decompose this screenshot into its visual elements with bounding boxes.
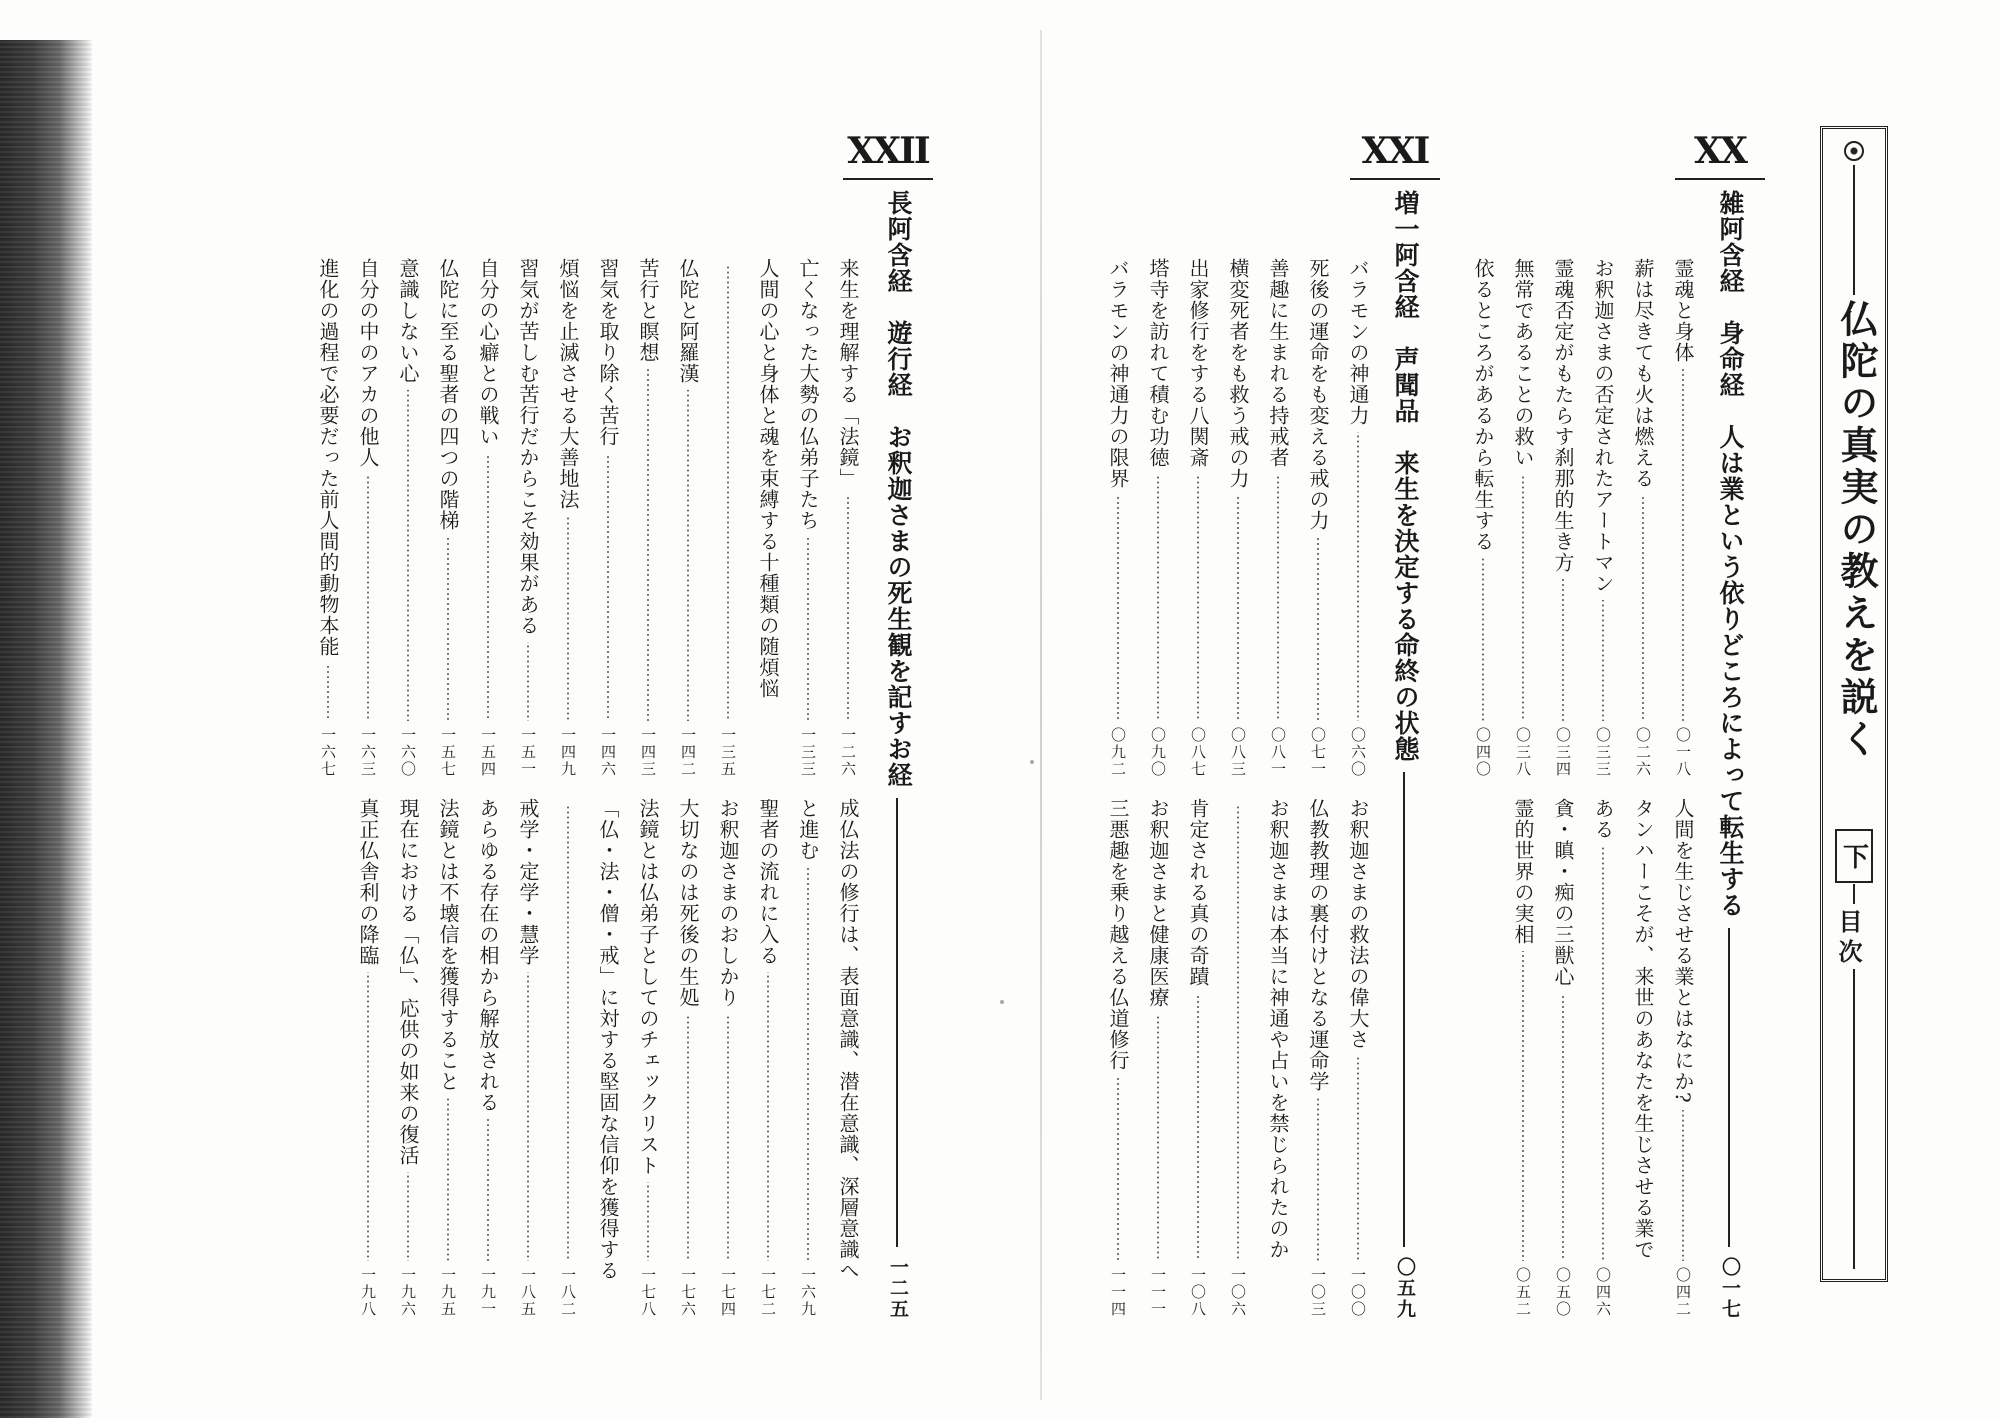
entry-title: 薪は尽きても火は燃える [1631, 258, 1655, 489]
entry-title: 人間を生じさせる業とはなにか? [1671, 798, 1695, 1104]
leader-dots [1470, 558, 1496, 721]
page-number: 〇三三 [1594, 727, 1612, 778]
entry-title: 習気が苦しむ苦行だからこそ効果がある [516, 258, 540, 636]
entry-title: お釈迦さまは本当に神通や占いを禁じられたのか [1266, 798, 1290, 1260]
page-number: 一五一 [519, 727, 537, 778]
toc-entry[interactable] [1225, 798, 1251, 1318]
entry-title: 霊的世界の実相 [1511, 798, 1535, 945]
page-number: 一四九 [559, 727, 577, 778]
toc-entry[interactable] [1345, 798, 1371, 1318]
toc-entry[interactable] [1590, 258, 1616, 778]
toc-entry[interactable] [715, 258, 741, 778]
toc-entry[interactable] [795, 798, 821, 1318]
toc-entry[interactable] [675, 798, 701, 1318]
page-number: 一二六 [839, 727, 857, 778]
entry-title: 出家修行をする八関斎 [1186, 258, 1210, 468]
page-number: 一〇三 [1309, 1267, 1327, 1318]
entry-title: ある [1591, 798, 1615, 840]
page-number: 〇八一 [1269, 727, 1287, 778]
page-number: 一六九 [799, 1267, 817, 1318]
entry-title: 無常であることの救い [1511, 258, 1535, 468]
toc-entry[interactable] [515, 798, 541, 1318]
toc-entry[interactable] [1185, 258, 1211, 778]
scanner-shadow [0, 40, 92, 1418]
entry-title: 大切なのは死後の生処 [676, 798, 700, 1008]
leader-dots [835, 495, 861, 721]
leader-dots [355, 972, 381, 1261]
toc-entry[interactable] [1185, 798, 1211, 1318]
entry-title: 習気を取り除く苦行 [596, 258, 620, 447]
section-heading[interactable] [1389, 190, 1421, 1320]
leader-line [882, 798, 914, 1247]
toc-entry[interactable] [315, 258, 341, 778]
leader-dots [1265, 474, 1291, 721]
leader-dots [1145, 1014, 1171, 1261]
leader-dots [435, 537, 461, 721]
page-number: 一四六 [599, 727, 617, 778]
entry-title: 死後の運命をも変える戒の力 [1306, 258, 1330, 531]
leader-dots [1305, 1098, 1331, 1261]
toc-entry[interactable] [1470, 258, 1496, 778]
bullet-circle-icon [1844, 141, 1864, 161]
entry-title: 意識しない心 [396, 258, 420, 384]
leader-dots [1590, 846, 1616, 1261]
leader-dots [1105, 495, 1131, 721]
entry-title: 法鏡とは不壊信を獲得すること [436, 798, 460, 1092]
page-number: 一八五 [519, 1267, 537, 1318]
book-spine [1040, 30, 1042, 1400]
leader-dots [1225, 804, 1251, 1261]
entry-title: 善趣に生まれる持戒者 [1266, 258, 1290, 468]
page-number: 一九一 [479, 1267, 497, 1318]
toc-entry[interactable] [795, 258, 821, 778]
page-number: 〇九〇 [1149, 727, 1167, 778]
entry-title: バラモンの神通力の限界 [1106, 258, 1130, 489]
entry-title: お釈迦さまの救法の偉大さ [1346, 798, 1370, 1050]
leader-dots [1510, 474, 1536, 721]
entry-title: お釈迦さまの否定されたアートマン [1591, 258, 1615, 594]
leader-dots [1305, 537, 1331, 721]
leader-dots [1345, 1056, 1371, 1261]
toc-entry[interactable] [1510, 798, 1536, 1318]
page-number: 〇三四 [1554, 727, 1572, 778]
leader-dots [755, 972, 781, 1261]
toc-entry[interactable] [1145, 798, 1171, 1318]
page-number: 〇九二 [1109, 727, 1127, 778]
toc-entry[interactable] [595, 798, 621, 1318]
entry-title: お釈迦さまと健康医療 [1146, 798, 1170, 1008]
toc-entry[interactable] [1265, 798, 1291, 1318]
toc-entry[interactable] [1630, 258, 1656, 778]
page-number: 一七二 [759, 1267, 777, 1318]
toc-entry[interactable] [555, 798, 581, 1318]
toc-entry[interactable] [835, 258, 861, 778]
toc-entry[interactable] [395, 258, 421, 778]
toc-entry[interactable] [1670, 258, 1696, 778]
leader-dots [515, 972, 541, 1261]
page-number: 一〇六 [1229, 1267, 1247, 1318]
toc-entry[interactable] [1305, 258, 1331, 778]
entry-title: 肯定される真の奇蹟 [1186, 798, 1210, 987]
entry-title: 依るところがあるから転生する [1471, 258, 1495, 552]
page-number: 一四三 [639, 727, 657, 778]
page-number: 〇一八 [1674, 727, 1692, 778]
leader-dots [315, 663, 341, 721]
entry-title: 進化の過程で必要だった前人間的動物本能 [316, 258, 340, 657]
page-number: 一二五 [887, 1257, 909, 1320]
entry-title: 法鏡とは仏弟子としてのチェックリスト [636, 798, 660, 1176]
toc-entry[interactable] [355, 258, 381, 778]
page-number: 一七六 [679, 1267, 697, 1318]
page-number: 一一四 [1109, 1267, 1127, 1318]
entry-title: 成仏法の修行は、表面意識、潜在意識、深層意識へ [836, 798, 860, 1281]
page-number: 〇一七 [1719, 1257, 1741, 1320]
toc-entry[interactable] [1225, 258, 1251, 778]
toc-entry[interactable] [1590, 798, 1616, 1318]
volume-label: 下 [1835, 829, 1873, 883]
page-number: 〇二六 [1634, 727, 1652, 778]
leader-dots [435, 1098, 461, 1261]
section-heading[interactable] [1714, 190, 1746, 1320]
toc-entry[interactable] [635, 258, 661, 778]
entry-title: と進む [796, 798, 820, 861]
title-rule [1853, 969, 1855, 1269]
chapter-numeral: XXII [843, 130, 933, 172]
entry-title: 亡くなった大勢の仏弟子たち [796, 258, 820, 531]
leader-dots [555, 516, 581, 721]
toc-entry[interactable] [555, 258, 581, 778]
page-number: 一三五 [719, 727, 737, 778]
page-number: 〇七一 [1309, 727, 1327, 778]
title-rule [1853, 165, 1855, 295]
entry-title: 自分の心癖との戦い [476, 258, 500, 447]
page-number: 〇四二 [1674, 1267, 1692, 1318]
leader-dots [555, 804, 581, 1261]
toc-entry[interactable] [1550, 258, 1576, 778]
leader-dots [595, 453, 621, 721]
leader-dots [635, 369, 661, 721]
entry-title: 来生を理解する「法鏡」 [836, 258, 860, 489]
leader-dots [715, 264, 741, 721]
entry-title: 人間の心と身体と魂を束縛する十種類の随煩悩 [756, 258, 780, 699]
entry-title: 仏教教理の裏付けとなる運命学 [1306, 798, 1330, 1092]
leader-line [1714, 928, 1746, 1247]
leader-dots [1590, 600, 1616, 721]
section-heading[interactable] [882, 190, 914, 1320]
toc-entry[interactable] [1630, 798, 1656, 1318]
title-rule [1853, 884, 1855, 904]
page-number: 〇四六 [1594, 1267, 1612, 1318]
page-number: 〇八七 [1189, 727, 1207, 778]
leader-dots [635, 1182, 661, 1261]
page-number: 一七四 [719, 1267, 737, 1318]
leader-dots [1550, 993, 1576, 1261]
page-number: 一七八 [639, 1267, 657, 1318]
section-heading-title: 増一阿含経 声聞品 来生を決定する命終の状態 [1391, 190, 1420, 762]
entry-title: 現在における「仏」、応供の如来の復活 [396, 798, 420, 1166]
chapter-numeral: XXI [1350, 130, 1440, 172]
page-number: 一六三 [359, 727, 377, 778]
entry-title: バラモンの神通力 [1346, 258, 1370, 426]
leader-dots [1630, 495, 1656, 721]
entry-title: 真正仏舎利の降臨 [356, 798, 380, 966]
entry-title: 煩悩を止滅させる大善地法 [556, 258, 580, 510]
leader-dots [475, 1119, 501, 1261]
page-number: 一五四 [479, 727, 497, 778]
leader-line [1389, 772, 1421, 1247]
leader-dots [675, 1014, 701, 1261]
toc-entry[interactable] [1105, 798, 1131, 1318]
page-number: 一〇八 [1189, 1267, 1207, 1318]
entry-title: 三悪趣を乗り越える仏道修行 [1106, 798, 1130, 1071]
page-number: 一八二 [559, 1267, 577, 1318]
toc-entry[interactable] [755, 258, 781, 778]
page-number: 〇六〇 [1349, 727, 1367, 778]
toc-entry[interactable] [1305, 798, 1331, 1318]
page-number: 一九六 [399, 1267, 417, 1318]
toc-entry[interactable] [435, 798, 461, 1318]
page-number: 〇五〇 [1554, 1267, 1572, 1318]
page-number: 一〇〇 [1349, 1267, 1367, 1318]
toc-entry[interactable] [635, 798, 661, 1318]
entry-title: 霊魂否定がもたらす刹那的生き方 [1551, 258, 1575, 573]
section-heading-title: 雑阿含経 身命経 人は業という依りどころによって転生する [1716, 190, 1745, 918]
entry-title: お釈迦さまのおしかり [716, 798, 740, 1008]
page-number: 一三三 [799, 727, 817, 778]
leader-dots [515, 642, 541, 721]
toc-entry[interactable] [1265, 258, 1291, 778]
entry-title: 横変死者をも救う戒の力 [1226, 258, 1250, 489]
leader-dots [1550, 579, 1576, 721]
leader-dots [395, 390, 421, 721]
toc-entry[interactable] [1670, 798, 1696, 1318]
toc-entry[interactable] [595, 258, 621, 778]
leader-dots [475, 453, 501, 721]
toc-entry[interactable] [515, 258, 541, 778]
book-title: 仏陀の真実の教えを説く [1834, 299, 1879, 761]
entry-title: 貪・瞋・痴の三獣心 [1551, 798, 1575, 987]
leader-dots [355, 474, 381, 721]
entry-title: あらゆる存在の相から解放される [476, 798, 500, 1113]
leader-dots [795, 537, 821, 721]
entry-title: タンハーこそが、来世のあなたを生じさせる業で [1631, 798, 1655, 1260]
leader-dots [715, 1014, 741, 1261]
page-number: 一六七 [319, 727, 337, 778]
entry-title: 聖者の流れに入る [756, 798, 780, 966]
leader-dots [1670, 1110, 1696, 1261]
toc-entry[interactable] [355, 798, 381, 1318]
toc-label: 目次 [1834, 909, 1863, 969]
leader-dots [395, 1172, 421, 1261]
toc-entry[interactable] [1145, 258, 1171, 778]
page-number: 一一一 [1149, 1267, 1167, 1318]
leader-dots [1185, 993, 1211, 1261]
toc-entry[interactable] [435, 258, 461, 778]
leader-dots [1185, 474, 1211, 721]
entry-title: 霊魂と身体 [1671, 258, 1695, 363]
page-number: 一五七 [439, 727, 457, 778]
toc-entry[interactable] [475, 258, 501, 778]
toc-entry[interactable] [835, 798, 861, 1318]
entry-title: 「仏・法・僧・戒」に対する堅固な信仰を獲得する [596, 798, 620, 1281]
leader-dots [1510, 951, 1536, 1261]
page-number: 一四二 [679, 727, 697, 778]
leader-dots [1225, 495, 1251, 721]
toc-entry[interactable] [755, 798, 781, 1318]
page-number: 〇五二 [1514, 1267, 1532, 1318]
toc-entry[interactable] [395, 798, 421, 1318]
entry-title: 自分の中のアカの他人 [356, 258, 380, 468]
entry-title: 苦行と瞑想 [636, 258, 660, 363]
entry-title: 戒学・定学・慧学 [516, 798, 540, 966]
toc-entry[interactable] [1345, 258, 1371, 778]
leader-dots [1670, 369, 1696, 721]
leader-dots [795, 867, 821, 1261]
toc-entry[interactable] [715, 798, 741, 1318]
entry-title: 仏陀に至る聖者の四つの階梯 [436, 258, 460, 531]
section-heading-title: 長阿含経 遊行経 お釈迦さまの死生観を記すお経 [884, 190, 913, 788]
page-number: 一六〇 [399, 727, 417, 778]
toc-entry[interactable] [1510, 258, 1536, 778]
leader-dots [1105, 1077, 1131, 1261]
toc-entry[interactable] [1550, 798, 1576, 1318]
leader-dots [675, 390, 701, 721]
dust-speck [1000, 1000, 1004, 1004]
page-number: 一九八 [359, 1267, 377, 1318]
leader-dots [1345, 432, 1371, 721]
entry-title: 仏陀と阿羅漢 [676, 258, 700, 384]
page-number: 〇三八 [1514, 727, 1532, 778]
toc-entry[interactable] [475, 798, 501, 1318]
dust-speck [1030, 760, 1034, 764]
title-frame [1820, 126, 1888, 1282]
leader-dots [1145, 474, 1171, 721]
page-number: 〇五九 [1394, 1257, 1416, 1320]
page-number: 〇四〇 [1474, 727, 1492, 778]
entry-title: 塔寺を訪れて積む功徳 [1146, 258, 1170, 468]
page-number: 一九五 [439, 1267, 457, 1318]
toc-entry[interactable] [675, 258, 701, 778]
page-number: 〇八三 [1229, 727, 1247, 778]
chapter-numeral: XX [1675, 130, 1765, 172]
toc-entry[interactable] [1105, 258, 1131, 778]
